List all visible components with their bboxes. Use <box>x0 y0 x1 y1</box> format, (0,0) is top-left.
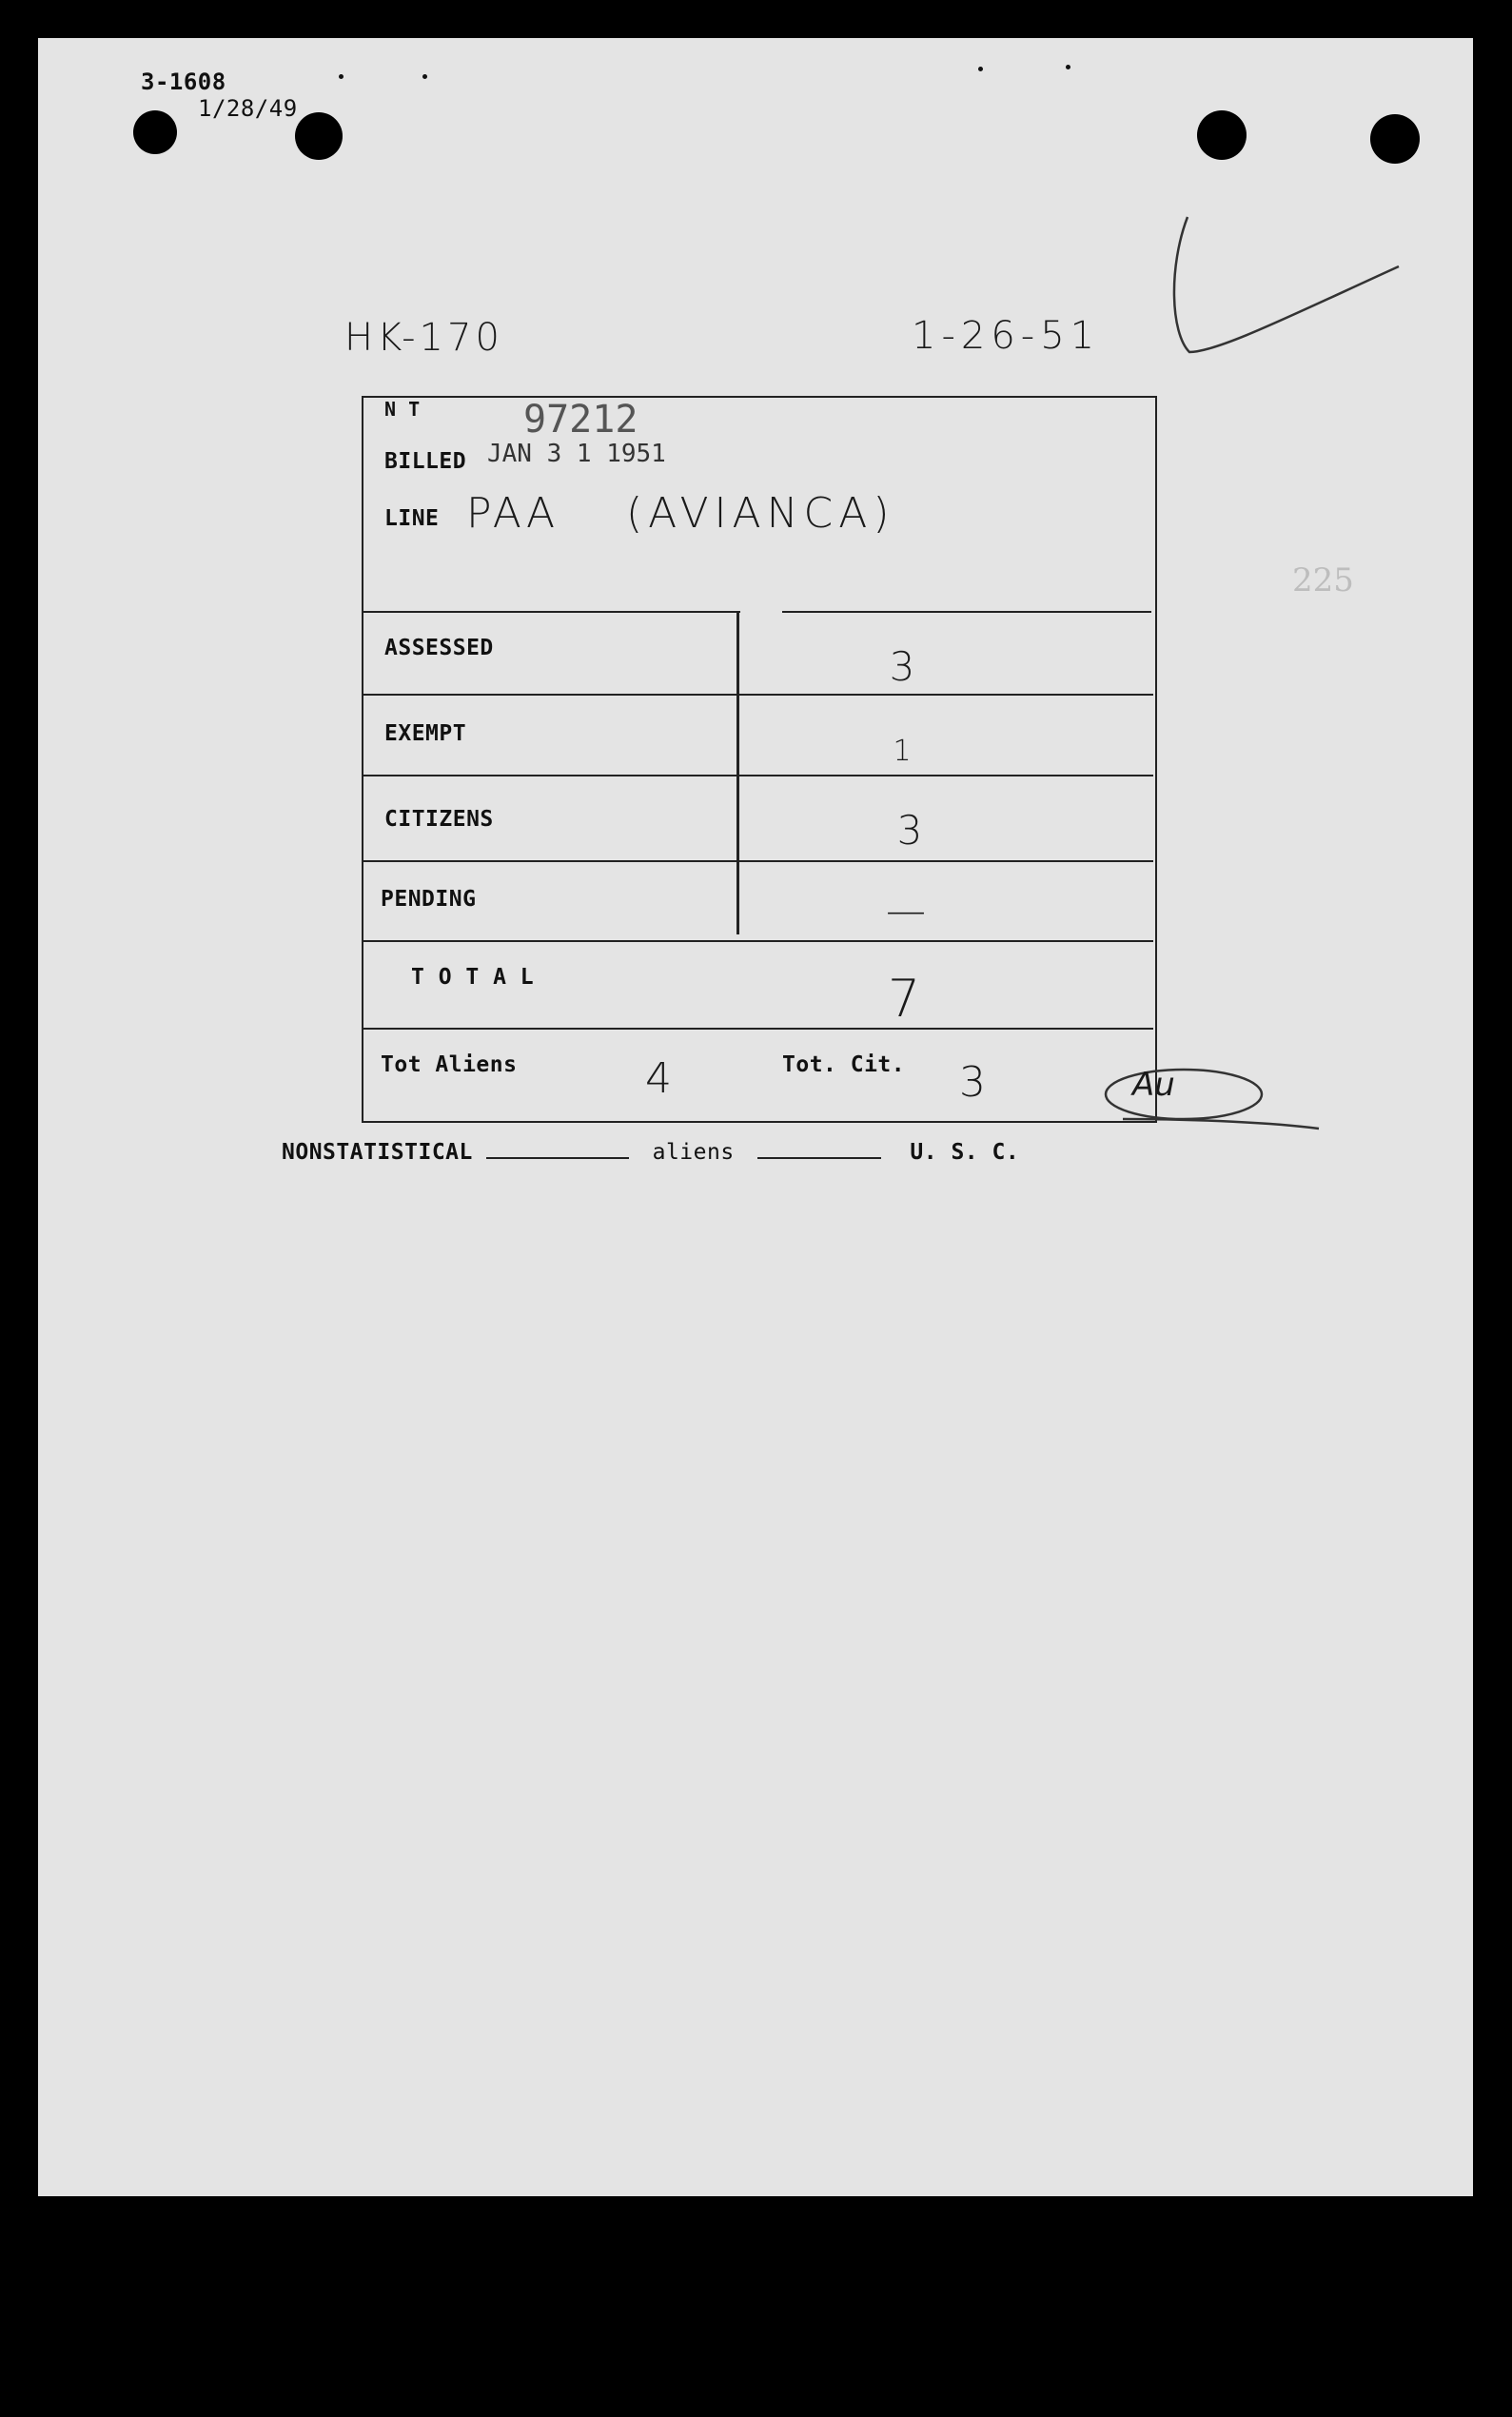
line-label: LINE <box>384 506 440 531</box>
speck <box>422 74 427 79</box>
rule <box>363 860 1153 862</box>
speck <box>1066 65 1070 69</box>
punch-hole-right-1 <box>1197 110 1247 160</box>
usc-label: U. S. C. <box>910 1140 1020 1165</box>
assessed-value: 3 <box>889 643 915 690</box>
pending-value: — <box>886 887 926 933</box>
check-mark-icon <box>1161 209 1446 381</box>
form-revision-date: 1/28/49 <box>198 95 298 122</box>
aliens-label: aliens <box>652 1140 735 1165</box>
form-number: 3-1608 <box>141 69 226 95</box>
rule <box>363 1028 1153 1030</box>
margin-number: 225 <box>1292 561 1354 599</box>
speck <box>978 67 983 71</box>
nt-stamp-number: 97212 <box>523 398 638 442</box>
billed-date-stamp: JAN 3 1 1951 <box>487 440 666 468</box>
citizens-value: 3 <box>896 807 923 854</box>
rule <box>363 611 740 613</box>
column-divider <box>736 611 739 934</box>
line-note: (AVIANCA) <box>626 489 895 538</box>
rule <box>363 775 1153 776</box>
nonstatistical-label: NONSTATISTICAL <box>282 1140 473 1165</box>
initials: Au <box>1132 1066 1175 1104</box>
rule <box>363 940 1153 942</box>
nonstatistical-line <box>282 1140 1019 1165</box>
initials-scribble <box>1085 1052 1332 1157</box>
arrival-date: 1-26-51 <box>912 314 1101 358</box>
citizens-label: CITIZENS <box>384 807 494 832</box>
punch-hole-right-2 <box>1370 114 1420 164</box>
tot-aliens-label: Tot Aliens <box>381 1052 518 1077</box>
rule <box>782 611 1151 613</box>
total-label: T O T A L <box>411 965 535 990</box>
nonstatistical-usc-blank <box>757 1157 881 1159</box>
exempt-value: 1 <box>893 735 912 768</box>
rule <box>363 694 1153 696</box>
tot-cit-label: Tot. Cit. <box>782 1052 906 1077</box>
flight-number: HK-170 <box>344 316 503 360</box>
line-value: PAA <box>466 489 560 538</box>
pending-label: PENDING <box>381 887 477 912</box>
total-value: 7 <box>887 969 921 1029</box>
tot-cit-value: 3 <box>959 1058 986 1107</box>
document-page <box>38 38 1473 2196</box>
punch-hole-left-2 <box>295 112 343 160</box>
exempt-label: EXEMPT <box>384 721 467 746</box>
manifest-tally-form <box>362 396 1157 1123</box>
billed-label: BILLED <box>384 449 467 474</box>
speck <box>339 74 344 79</box>
tot-aliens-value: 4 <box>645 1054 672 1103</box>
assessed-label: ASSESSED <box>384 636 494 660</box>
nt-label: N T <box>384 398 421 421</box>
nonstatistical-aliens-blank <box>486 1157 629 1159</box>
punch-hole-left <box>133 110 177 154</box>
